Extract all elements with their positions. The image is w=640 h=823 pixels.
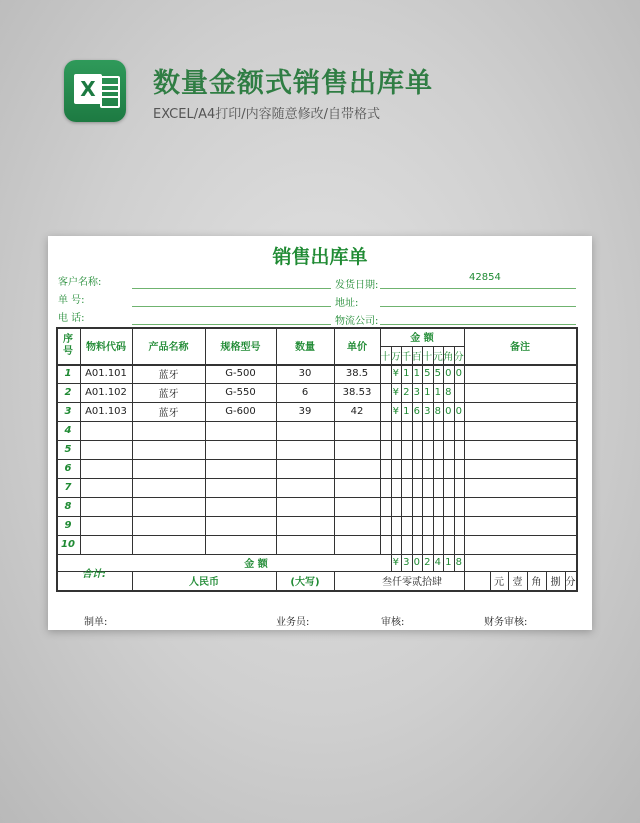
cell-seq: 5 [64, 444, 72, 455]
header-name: 产品名称 [148, 342, 189, 353]
cell-digit [443, 440, 454, 459]
logistics-label: 物流公司: [335, 316, 379, 327]
cell-seq: 8 [64, 501, 72, 512]
cell-digit: 0 [445, 368, 452, 379]
header-price: 单价 [347, 342, 367, 353]
phone-label: 电 话: [58, 313, 85, 324]
cell-digit [454, 478, 465, 497]
total-digit: 3 [403, 557, 410, 568]
cell-spec [205, 440, 276, 459]
cell-digit: ¥ [392, 387, 399, 398]
cell-digit [433, 516, 444, 535]
capital-value: 叁仟零贰拾肆 [382, 577, 442, 588]
cell-digit [380, 478, 391, 497]
cell-digit: 1 [434, 387, 441, 398]
finance-label: 财务审核: [484, 617, 528, 628]
cell-code: A01.101 [85, 368, 127, 379]
total-digit: 2 [424, 557, 431, 568]
cell-seq: 1 [64, 368, 72, 379]
cell-seq: 10 [61, 539, 75, 550]
total-label: 合计: [82, 568, 106, 580]
cell-name [132, 497, 205, 516]
cell-digit [412, 516, 423, 535]
maker-label: 制单: [84, 617, 108, 628]
cell-name: 蓝牙 [158, 408, 179, 419]
cell-digit: 8 [434, 406, 441, 417]
header-digit: 万 [390, 351, 401, 363]
header-digit: 百 [411, 351, 422, 363]
unit-cell: 分 [565, 577, 576, 588]
total-digit: 0 [413, 557, 420, 568]
header-digit: 十 [422, 351, 433, 363]
cell-price [334, 497, 380, 516]
cell-digit [401, 478, 412, 497]
excel-logo-icon: X [64, 60, 126, 122]
header-seq [56, 327, 80, 364]
cell-name: 蓝牙 [158, 370, 179, 381]
cell-digit [433, 478, 444, 497]
order-label: 单 号: [58, 295, 85, 306]
cell-digit [380, 383, 391, 402]
header-seq-1: 序 [63, 333, 73, 345]
cell-digit: ¥ [392, 406, 399, 417]
header-digit: 分 [453, 351, 464, 363]
cell-seq: 3 [64, 406, 72, 417]
rmb-label: 人民币 [189, 577, 219, 588]
cell-digit [391, 478, 402, 497]
cell-digit [412, 459, 423, 478]
unit-cell: 角 [531, 577, 542, 588]
cell-digit [412, 535, 423, 554]
cell-digit [412, 421, 423, 440]
cell-digit [422, 478, 433, 497]
cell-price [334, 516, 380, 535]
cell-code: A01.103 [85, 406, 127, 417]
cell-digit [380, 497, 391, 516]
cell-spec [205, 459, 276, 478]
cell-digit [380, 459, 391, 478]
cell-code [80, 459, 132, 478]
cell-digit [454, 421, 465, 440]
cell-digit [380, 364, 391, 383]
cell-seq: 4 [64, 425, 72, 436]
cell-digit [422, 459, 433, 478]
order-table [56, 327, 584, 592]
cell-digit: 3 [413, 387, 420, 398]
cell-digit [454, 535, 465, 554]
cell-code [80, 516, 132, 535]
cell-price [334, 535, 380, 554]
header-amount: 金 额 [410, 333, 434, 344]
header-remark: 备注 [510, 342, 530, 353]
cell-digit: 3 [424, 406, 431, 417]
capital-label: (大写) [290, 577, 320, 588]
cell-qty [276, 421, 334, 440]
form-title: 销售出库单 [272, 246, 368, 268]
cell-digit [443, 516, 454, 535]
cell-seq: 9 [64, 520, 72, 531]
cell-digit [443, 459, 454, 478]
cell-digit: 0 [455, 368, 462, 379]
cell-digit [422, 421, 433, 440]
header-seq-2: 号 [63, 345, 73, 357]
header-spec: 规格型号 [220, 342, 261, 353]
cell-name [132, 421, 205, 440]
logistics-field-line [380, 324, 576, 325]
cell-digit [380, 516, 391, 535]
cell-digit [443, 478, 454, 497]
cell-code [80, 478, 132, 497]
cell-qty: 6 [301, 387, 309, 398]
cell-code [80, 421, 132, 440]
cell-digit [422, 535, 433, 554]
cell-digit [401, 497, 412, 516]
cell-digit [454, 440, 465, 459]
cell-digit [380, 421, 391, 440]
cell-digit [380, 402, 391, 421]
cell-digit [422, 440, 433, 459]
ship-date-field-line [380, 288, 576, 289]
cell-digit [454, 516, 465, 535]
cell-code: A01.102 [85, 387, 127, 398]
cell-digit: 8 [445, 387, 452, 398]
cell-qty [276, 459, 334, 478]
cell-price [334, 440, 380, 459]
cell-digit [422, 516, 433, 535]
cell-price: 42 [350, 406, 364, 417]
cell-digit: 0 [455, 406, 462, 417]
cell-name: 蓝牙 [158, 389, 179, 400]
cell-price [334, 478, 380, 497]
cell-digit [443, 497, 454, 516]
cell-code [80, 497, 132, 516]
cell-spec [205, 478, 276, 497]
cell-name [132, 516, 205, 535]
cell-digit: 1 [413, 368, 420, 379]
cell-spec: G-500 [225, 368, 256, 379]
cell-qty [276, 535, 334, 554]
cell-digit: 5 [434, 368, 441, 379]
cell-digit [401, 421, 412, 440]
cell-qty [276, 478, 334, 497]
cell-qty [276, 440, 334, 459]
cell-digit [391, 516, 402, 535]
cell-price [334, 459, 380, 478]
cell-qty [276, 497, 334, 516]
total-digit: 8 [455, 557, 462, 568]
cell-price: 38.5 [345, 368, 369, 379]
header-code: 物料代码 [86, 342, 126, 353]
cell-digit [380, 535, 391, 554]
cell-name [132, 459, 205, 478]
total-digit: ¥ [392, 557, 399, 568]
cell-digit [391, 421, 402, 440]
cell-digit [454, 383, 465, 402]
header-qty: 数量 [295, 342, 315, 353]
phone-field-line [132, 324, 331, 325]
cell-digit [401, 440, 412, 459]
unit-cell: 壹 [512, 577, 523, 588]
cell-price: 38.53 [342, 387, 372, 398]
cell-digit [391, 535, 402, 554]
reviewer-label: 审核: [381, 617, 405, 628]
cell-seq: 2 [64, 387, 72, 398]
cell-name [132, 535, 205, 554]
cell-name [132, 440, 205, 459]
cell-digit: 6 [413, 406, 420, 417]
cell-digit: 5 [424, 368, 431, 379]
cell-digit [391, 459, 402, 478]
cell-digit [412, 497, 423, 516]
cell-spec [205, 497, 276, 516]
cell-digit [454, 497, 465, 516]
header-digit: 千 [401, 351, 412, 363]
cell-digit: 1 [424, 387, 431, 398]
cell-digit [401, 535, 412, 554]
table-gridline [464, 327, 465, 590]
total-digit: 1 [445, 557, 452, 568]
cell-digit [391, 440, 402, 459]
table-gridline [56, 590, 576, 592]
cell-spec [205, 516, 276, 535]
cell-digit [433, 535, 444, 554]
table-gridline [576, 327, 578, 592]
cell-name [132, 478, 205, 497]
ship-date-label: 发货日期: [335, 280, 379, 291]
total-digit [380, 554, 391, 571]
total-digit: 4 [434, 557, 441, 568]
cell-digit [433, 440, 444, 459]
order-field-line [132, 306, 331, 307]
customer-field-line [132, 288, 331, 289]
address-label: 地址: [335, 298, 359, 309]
salesperson-label: 业务员: [276, 617, 310, 628]
cell-qty: 39 [298, 406, 312, 417]
cell-digit: 1 [403, 368, 410, 379]
cell-digit [454, 459, 465, 478]
cell-digit [412, 478, 423, 497]
cell-spec: G-600 [225, 406, 256, 417]
cell-seq: 7 [64, 482, 72, 493]
cell-digit [443, 535, 454, 554]
customer-label: 客户名称: [58, 277, 102, 288]
total-amount-label: 金 额 [244, 559, 268, 570]
cell-spec [205, 535, 276, 554]
cell-code [80, 440, 132, 459]
cell-digit [401, 516, 412, 535]
cell-digit [401, 459, 412, 478]
cell-seq: 6 [64, 463, 72, 474]
unit-cell: 元 [494, 577, 504, 588]
cell-digit [433, 421, 444, 440]
cell-digit [380, 440, 391, 459]
header-digit: 十 [380, 351, 391, 363]
cell-digit [443, 421, 454, 440]
page-subtitle: EXCEL/A4打印/内容随意修改/自带格式 [153, 107, 381, 122]
header-digit: 元 [432, 351, 443, 363]
cell-digit [433, 497, 444, 516]
unit-cell: 捌 [550, 577, 561, 588]
cell-qty [276, 516, 334, 535]
cell-digit [433, 459, 444, 478]
cell-digit [422, 497, 433, 516]
cell-digit [412, 440, 423, 459]
cell-digit: 1 [403, 406, 410, 417]
cell-qty: 30 [298, 368, 312, 379]
cell-digit: ¥ [392, 368, 399, 379]
cell-digit [391, 497, 402, 516]
document-sheet [48, 236, 592, 630]
cell-spec: G-550 [225, 387, 256, 398]
address-field-line [380, 306, 576, 307]
cell-digit: 0 [445, 406, 452, 417]
ship-date-value: 42854 [469, 272, 501, 283]
cell-digit: 2 [403, 387, 410, 398]
header-digit: 角 [443, 351, 454, 363]
page-title: 数量金额式销售出库单 [153, 68, 433, 99]
cell-code [80, 535, 132, 554]
cell-spec [205, 421, 276, 440]
cell-price [334, 421, 380, 440]
